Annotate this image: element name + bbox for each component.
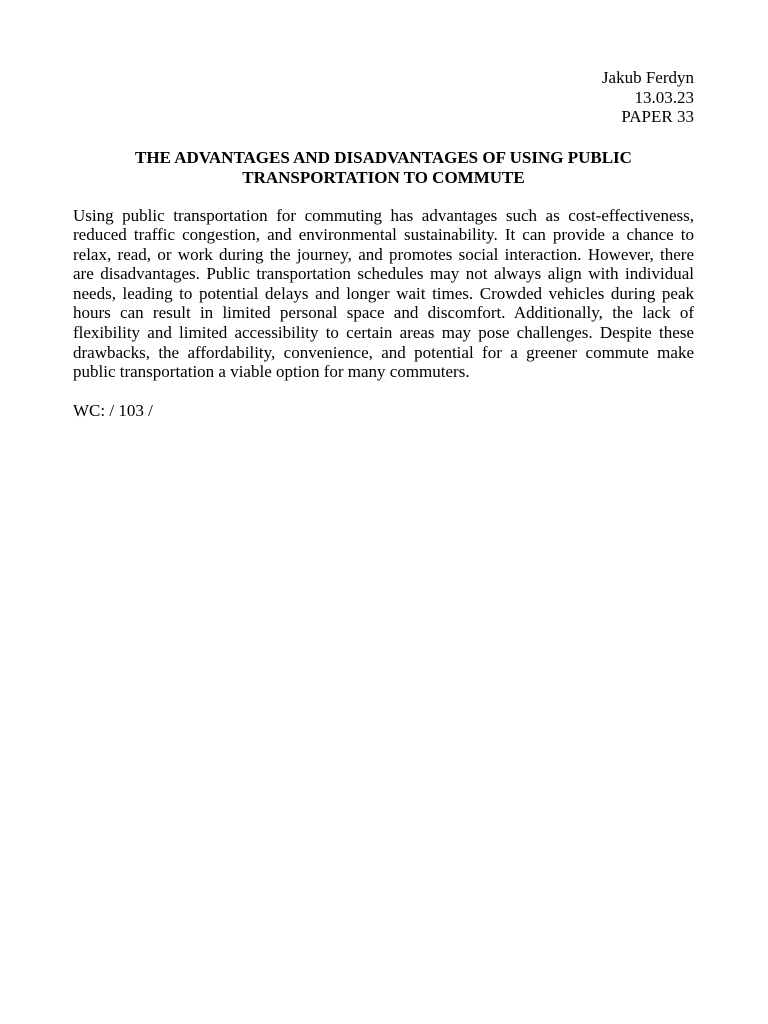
document-title: THE ADVANTAGES AND DISADVANTAGES OF USING PUBLIC TRANSPORTATION TO COMMUTE [135, 147, 632, 187]
author-name: Jakub Ferdyn [601, 68, 694, 87]
paper-number: PAPER 33 [621, 107, 694, 126]
body-paragraph: Using public transportation for commuting has advantages such as cost-effectiveness, reduced traffic congestion, and environmental sustainability. It can provide a chance to relax, read, or work during the journey, and promotes social interaction. However, there are disadvantages. Public transportation schedules may not always align with individual needs, leading to potential delays and longer wait times. Crowded vehicles during peak hours can result in limited personal space and discomfort. Additionally, the lack of flexibility and limited accessibility to certain areas may pose challenges. Despite these drawbacks, the affordability, convenience, and potential for a greener commute make public transportation a viable option for many commuters. [73, 205, 694, 382]
word-count: WC: / 103 / [73, 400, 153, 420]
date: 13.03.23 [634, 87, 694, 107]
document-page [73, 68, 694, 421]
header-block [73, 68, 694, 127]
